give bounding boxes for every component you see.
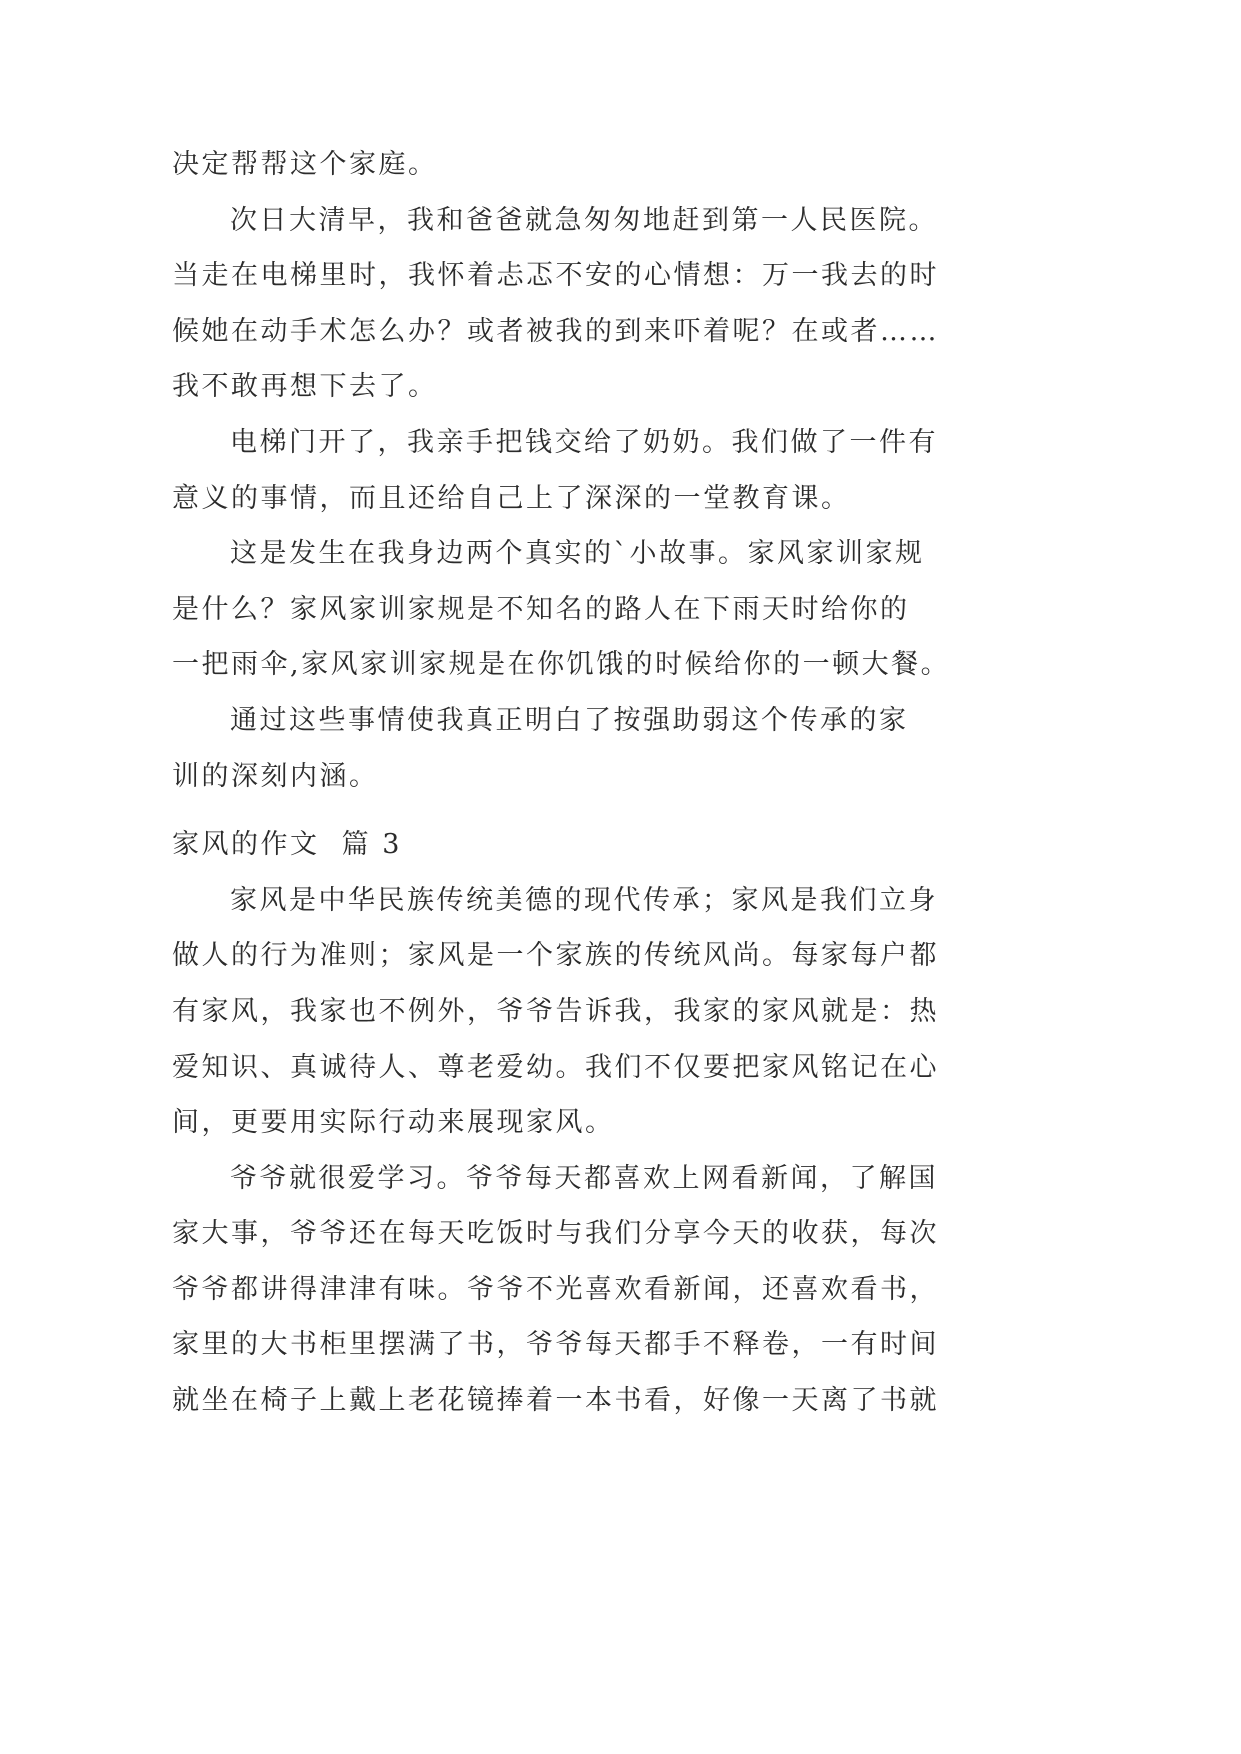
text-line: 意义的事情，而且还给自己上了深深的一堂教育课。: [172, 482, 851, 514]
text-line: 爷爷都讲得津津有味。爷爷不光喜欢看新闻，还喜欢看书，: [172, 1273, 939, 1305]
paragraph: [172, 526, 1172, 693]
section-heading: 家风的作文 篇 3: [172, 829, 402, 861]
paragraph: [172, 693, 1172, 804]
text-line: 爱知识、真诚待人、尊老爱幼。我们不仅要把家风铭记在心: [172, 1051, 939, 1083]
paragraph: [172, 193, 1172, 415]
document-body: [172, 137, 1172, 1429]
text-line: 次日大清早，我和爸爸就急匆匆地赶到第一人民医院。: [230, 204, 938, 236]
paragraph: [172, 873, 1172, 1151]
paragraph: [172, 415, 1172, 526]
text-line: 通过这些事情使我真正明白了按强助弱这个传承的家: [230, 704, 909, 736]
text-line: 当走在电梯里时，我怀着忐忑不安的心情想：万一我去的时: [172, 260, 939, 292]
text-line: 决定帮帮这个家庭。: [172, 149, 438, 180]
text-line: 这是发生在我身边两个真实的`小故事。家风家训家规: [230, 538, 925, 570]
text-line: 间，更要用实际行动来展现家风。: [172, 1107, 615, 1139]
paragraph: [172, 1151, 1172, 1429]
text-line: 是什么？家风家训家规是不知名的路人在下雨天时给你的: [172, 593, 910, 625]
text-line: 家风是中华民族传统美德的现代传承；家风是我们立身: [230, 884, 938, 916]
text-line: 有家风，我家也不例外，爷爷告诉我，我家的家风就是：热: [172, 995, 939, 1027]
text-line: 我不敢再想下去了。: [172, 371, 438, 403]
text-line: 候她在动手术怎么办？或者被我的到来吓着呢？在或者……: [172, 315, 939, 347]
text-line: 家大事，爷爷还在每天吃饭时与我们分享今天的收获，每次: [172, 1218, 939, 1250]
text-line: 家里的大书柜里摆满了书，爷爷每天都手不释卷，一有时间: [172, 1329, 939, 1361]
text-line: 电梯门开了，我亲手把钱交给了奶奶。我们做了一件有: [230, 426, 938, 458]
paragraph: [172, 137, 1172, 193]
text-line: 做人的行为准则；家风是一个家族的传统风尚。每家每户都: [172, 940, 939, 972]
text-line: 一把雨伞,家风家训家规是在你饥饿的时候给你的一顿大餐。: [172, 649, 951, 681]
text-line: 爷爷就很爱学习。爷爷每天都喜欢上网看新闻，了解国: [230, 1162, 938, 1194]
text-line: 训的深刻内涵。: [172, 760, 379, 792]
text-line: 就坐在椅子上戴上老花镜捧着一本书看，好像一天离了书就: [172, 1385, 939, 1417]
